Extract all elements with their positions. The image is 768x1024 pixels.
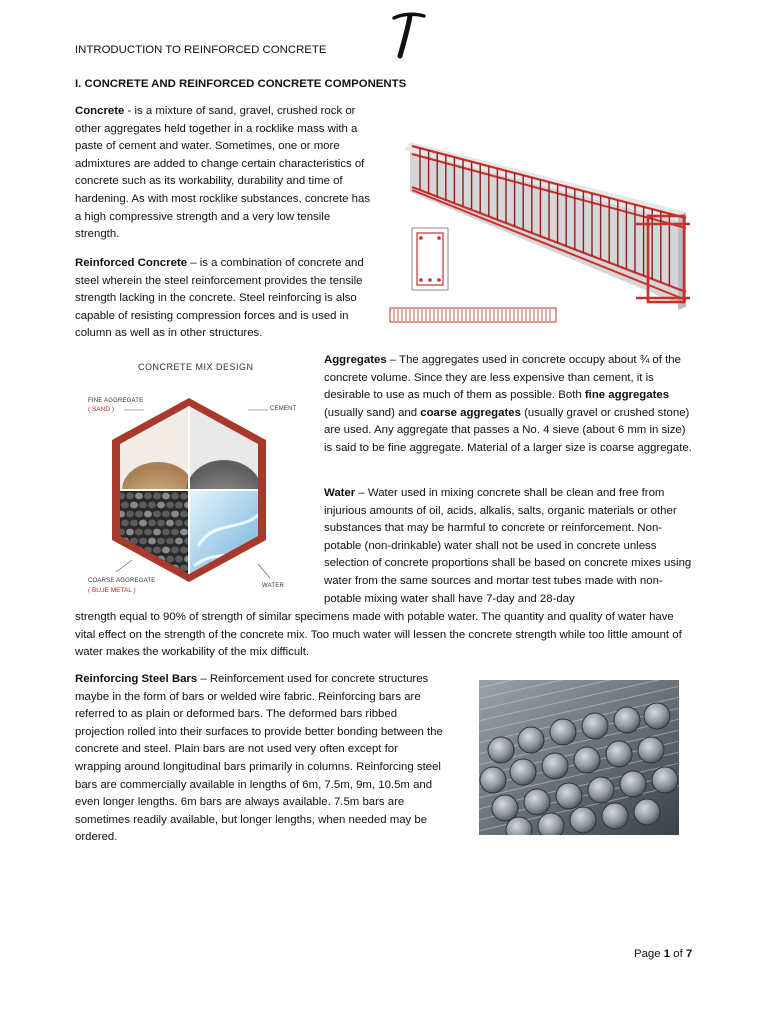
page-footer (634, 948, 692, 960)
handwritten-mark (388, 10, 428, 60)
steel-bars-body: – Reinforcement used for concrete structures maybe in the form of bars or welded wire fabric. Reinforcing bars are referred to as plain or deformed bars. The deformed bars ribbed projection rolled into their surfaces to provide better bonding between the concrete and steel. Plain bars are not used very often except for wrapping around longitudinal bars primarily in columns. Reinforcing steel bars are commercially available in lengths of 6m, 7.5m, 9m, 10.5m and even longer lengths. 6m bars are always available. 7.5m bars are sometimes readily available, but longer lengths, when needed may be ordered. (75, 673, 443, 844)
document-header: INTRODUCTION TO REINFORCED CONCRETE (75, 44, 327, 56)
section-heading: I. CONCRETE AND REINFORCED CONCRETE COMPONENTS (75, 78, 407, 90)
rebar-end (510, 759, 536, 785)
steel-bars-paragraph (75, 671, 447, 847)
footer-total-pages: 7 (685, 948, 693, 960)
rebar-end (538, 813, 564, 835)
rebar-end (602, 803, 628, 829)
water-paragraph-continued: strength equal to 90% of strength of similar specimens made with potable water. The quantity and quality of water have vital effect on the strength of the concrete mix. Too much water will lessen the concrete strength while too little amount of water makes the workability of the mix difficult. (75, 611, 682, 659)
rebar-end (518, 727, 544, 753)
rebar-end (570, 807, 596, 833)
footer-of-word: of (670, 948, 686, 960)
reinforced-beam-illustration (386, 132, 704, 332)
water-paragraph (324, 485, 694, 608)
aggregates-term: Aggregates (324, 354, 387, 366)
rebar-end (620, 771, 646, 797)
coarse-aggregate-label: COARSE AGGREGATE (88, 578, 156, 584)
reinforced-concrete-paragraph (75, 255, 377, 343)
rebar-end (644, 703, 670, 729)
rebar-end (638, 737, 664, 763)
cement-label: CEMENT (270, 406, 297, 412)
fine-aggregates-term: fine aggregates (584, 389, 670, 402)
rebar-end (556, 783, 582, 809)
footer-page-word: Page (634, 948, 664, 960)
concrete-paragraph (75, 103, 377, 244)
rebar-end (480, 767, 506, 793)
coarse-aggregates-term: coarse aggregates (420, 406, 521, 419)
water-term: Water (324, 487, 356, 499)
mix-figure-title: CONCRETE MIX DESIGN (138, 362, 254, 372)
fine-aggregate-sub: ( SAND ) (88, 406, 114, 413)
rebar-end (542, 753, 568, 779)
rebar-bundle-photo (479, 680, 679, 835)
rebar-end (614, 707, 640, 733)
rebar-end (492, 795, 518, 821)
rebar-end (652, 767, 678, 793)
rebar-end (524, 789, 550, 815)
steel-bars-term: Reinforcing Steel Bars (75, 673, 198, 685)
aggregates-body-3: (usually gravel or crushed stone) are used. Any aggregate that passes a No. 4 sieve (about 6 mm in size) is said to be fine aggregate. Material of a larger size is coarse aggregate. (324, 406, 692, 454)
rebar-end (488, 737, 514, 763)
footer-current-page: 1 (663, 948, 671, 960)
rebar-end (588, 777, 614, 803)
concrete-term: Concrete (75, 105, 125, 117)
water-body-side: – Water used in mixing concrete shall be clean and free from injurious amounts of oil, acids, alkalis, salts, organic materials or other substances that may be harmful to concrete or reinforcement. Non-potable (non-drinkable) water shall not be used in concrete unless selection of concrete proportions shall be based on concrete mixes using water from the same sources and mortar test tubes made with non-potable mixing water shall have 7-day and 28-day (324, 487, 692, 605)
coarse-aggregate-sub: ( BLUE METAL ) (88, 587, 136, 594)
concrete-mix-figure (88, 360, 300, 600)
reinforced-concrete-term: Reinforced Concrete (75, 257, 188, 269)
rebar-end (634, 799, 660, 825)
rebar-end (582, 713, 608, 739)
aggregates-body-1: – The aggregates used in concrete occupy about ¾ of the concrete volume. Since they are less expensive than cement, it is desirable to use as much of them as possible. Both (324, 354, 681, 402)
reinforced-concrete-body: – is a combination of concrete and steel wherein the steel reinforcement provides the tensile strength lacking in the concrete. Steel reinforcing is also capable of resisting compression forces and is used in column as well as in other structures. (75, 257, 364, 340)
rebar-end (550, 719, 576, 745)
rebar-end (574, 747, 600, 773)
concrete-body: - is a mixture of sand, gravel, crushed rock or other aggregates held together in a rocklike mass with a paste of cement and water. Sometimes, one or more admixtures are added to change certain characteristics of concrete such as its workability, durability and time of hardening. As with most rocklike substances, concrete has a high compressive strength and a very low tensile strength. (75, 105, 371, 241)
rebar-end (606, 741, 632, 767)
fine-aggregate-label: FINE AGGREGATE (88, 398, 144, 404)
aggregates-body-2: (usually sand) and (324, 406, 421, 419)
water-label: WATER (262, 583, 284, 589)
aggregates-paragraph (324, 352, 694, 458)
mix-figure-leaders (88, 360, 300, 600)
